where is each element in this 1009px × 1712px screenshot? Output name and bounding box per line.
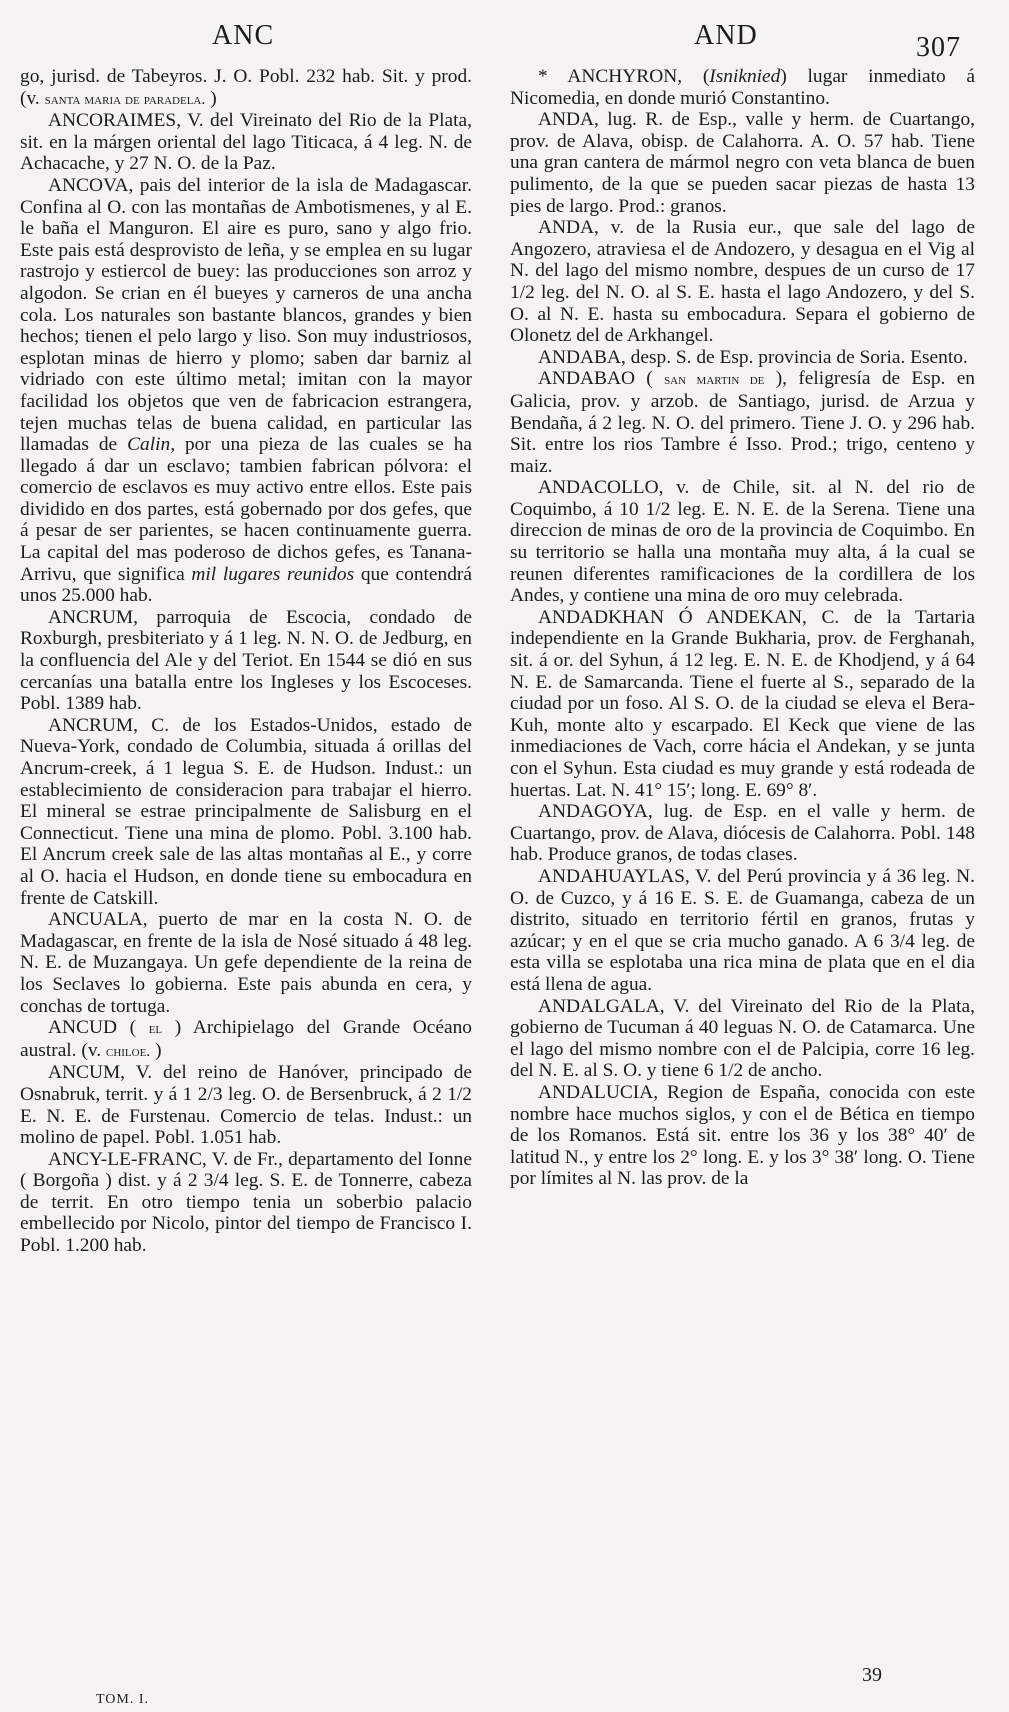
entry-anchyron: * ANCHYRON, (Isniknied) lugar inmediato á Nicomedia, en donde murió Constantino. [510,66,975,109]
entry-ancud: ANCUD ( el ) Archipielago del Grande Océano austral. (v. chiloe. ) [20,1017,472,1061]
page-number: 307 [916,32,961,63]
entry-ancum: ANCUM, V. del reino de Hanóver, principado de Osnabruk, territ. y á 1 2/3 leg. O. de Bersenbruck, á 2 1/2 E. N. E. de Furstenau. Comercio de telas. Indust.: un molino de papel. Pobl. 1.051 hab. [20,1062,472,1149]
entry-andadkhan: ANDADKHAN Ó ANDEKAN, C. de la Tartaria independiente en la Grande Bukharia, prov. de Ferghanah, sit. á or. del Syhun, á 12 leg. E. N. E. de Khodjend, y á 64 N. E. de Samarcanda. Tiene el fuerte al S., separado de la ciudad por un foso. Al S. O. de la ciudad se eleva el Bera-Kuh, monte alto y escarpado. El Keck que viene de las inmediaciones de Vach, corre hácia el Andekan, y se junta con el Syhun. Esta ciudad es muy grande y está rodeada de huertas. Lat. N. 41° 15′; long. E. 69° 8′. [510,606,975,801]
entry-ancrum-usa: ANCRUM, C. de los Estados-Unidos, estado de Nueva-York, condado de Columbia, situada á orillas del Ancrum-creek, á 1 legua S. E. de Hudson. Indust.: un establecimiento de consideracion para trabajar el hierro. El mineral se estrae principalmente de Salisburg en el Connecticut. Tiene una mina de plomo. Pobl. 3.100 hab. El Ancrum creek sale de las altas montañas al E., y corre al O. hacia el Hudson, en donde tiene su embocadura en frente de Catskill. [20,714,472,909]
entry-ancrum-scotland: ANCRUM, parroquia de Escocia, condado de Roxburgh, presbiteriato y á 1 leg. N. N. O. de Jedburg, en la confluencia del Ale y del Teriot. En 1544 se dió en sus cercanías una batalla entre los Ingleses y los Escoceses. Pobl. 1389 hab. [20,606,472,715]
entry-ancy-le-franc: ANCY-LE-FRANC, V. de Fr., departamento del Ionne ( Borgoña ) dist. y á 2 3/4 leg. S. E. de Tonnerre, cabeza de territ. En otro tiempo tenia un soberbio palacio embellecido por Nicolo, pintor del tiempo de Francisco I. Pobl. 1.200 hab. [20,1148,472,1257]
entry-andacollo: ANDACOLLO, v. de Chile, sit. al N. del rio de Coquimbo, á 10 1/2 leg. E. N. E. de la Serena. Tiene una direccion de minas de oro de la provincia de Coquimbo. En su territorio se halla una montaña muy alta, á la cual se reunen diferentes ramificaciones de la cordillera de los Andes, y contiene una mina de oro muy celebrada. [510,477,975,607]
right-column [510,66,975,1190]
entry-andalgala: ANDALGALA, V. del Vireinato del Rio de la Plata, gobierno de Tucuman á 40 leguas N. O. de Catamarca. Une el lago del mismo nombre con el de Palcipia, corre 16 leg. del N. E. al S. O. y tiene 6 1/2 de ancho. [510,995,975,1082]
entry-andabao: ANDABAO ( san martin de ), feligresía de Esp. en Galicia, prov. y arzob. de Santiago, jurisd. de Arzua y Bendaña, á 2 leg. N. O. del primero. Tiene J. O. y 296 hab. Sit. entre los rios Tambre é Isso. Prod.; trigo, centeno y maiz. [510,368,975,477]
entry-ancoraimes: ANCORAIMES, V. del Vireinato del Rio de la Plata, sit. en la márgen oriental del lago Titicaca, á 4 leg. N. de Achacache, y 27 N. O. de la Paz. [20,110,472,175]
entry-ancova: ANCOVA, pais del interior de la isla de Madagascar. Confina al O. con las montañas de Ambotismenes, y al E. le baña el Manguron. El aire es puro, sano y algo frio. Este pais está desprovisto de leña, y se emplea en su lugar rastrojo y estiercol de buey: las producciones son arroz y algodon. Se crian en él bueyes y carneros de una ancha cola. Los naturales son bastante blancos, grandes y bien hechos; tienen el pelo largo y liso. Son muy industriosos, esplotan minas de hierro y plomo; saben dar barniz al vidriado con este último metal; imitan con la mayor facilidad los objetos que ven de fabricacion estrangera, tejen muchas telas de buena calidad, en particular las llamadas de Calin, por una pieza de las cuales se ha llegado á dar un esclavo; tambien fabrican pólvora: el comercio de esclavos es muy activo entre ellos. Este pais dividido en dos partes, está gobernado por dos gefes, que á pesar de ser parientes, se hacen continuamente guerra. La capital del mas poderoso de dichos gefes, es Tanana-Arrivu, que significa mil lugares reunidos que contendrá unos 25.000 hab. [20,174,472,607]
running-head-right: AND [694,20,758,51]
entry-anda-russia: ANDA, v. de la Rusia eur., que sale del lago de Angozero, atraviesa el de Andozero, y desagua en el Vig al N. del lago del mismo nombre, despues de un curso de 17 1/2 leg. del N. O. al S. E. hasta el lago Andozero, y del S. O. al N. E. hasta su embocadura. Separa el gobierno de Olonetz del de Arkhangel. [510,217,975,347]
entry-continuation: go, jurisd. de Tabeyros. J. O. Pobl. 232 hab. Sit. y prod. (v. santa maria de paradela. ) [20,66,472,109]
entry-anda-spain: ANDA, lug. R. de Esp., valle y herm. de Cuartango, prov. de Alava, obisp. de Calahorra. A. O. 57 hab. Tiene una gran cantera de mármol negro con veta blanca de buen pulimento, de la que se pueden sacar piezas de hasta 13 pies de largo. Prod.: granos. [510,109,975,217]
left-column [20,66,472,1257]
running-head-left: ANC [212,20,275,51]
signature-mark: 39 [862,1664,882,1686]
entry-andalucia: ANDALUCIA, Region de España, conocida con este nombre hace muchos siglos, y con el de Bética en tiempo de los Romanos. Está sit. entre los 36 y los 38° 40′ de latitud N., y entre los 2° long. E. y los 3° 38′ long. O. Tiene por límites al N. las prov. de la [510,1081,975,1190]
entry-andagoya: ANDAGOYA, lug. de Esp. en el valle y herm. de Cuartango, prov. de Alava, diócesis de Calahorra. Pobl. 148 hab. Produce granos, de todas clases. [510,801,975,866]
entry-andahuaylas: ANDAHUAYLAS, V. del Perú provincia y á 36 leg. N. O. de Cuzco, y á 16 E. S. E. de Guamanga, cabeza de un distrito, situado en territorio fértil en granos, frutas y azúcar; y en el que se cria mucho ganado. A 6 3/4 leg. de esta villa se esplotaba una rica mina de plata que en el dia está llena de agua. [510,865,975,995]
volume-mark: TOM. I. [96,1692,150,1707]
entry-andaba: ANDABA, desp. S. de Esp. provincia de Soria. Esento. [538,346,968,368]
entry-ancuala: ANCUALA, puerto de mar en la costa N. O. de Madagascar, en frente de la isla de Nosé situado á 48 leg. N. E. de Muzangaya. Un gefe dependiente de la reina de los Seclaves lo gobierna. Este pais abunda en cera, y conchas de tortuga. [20,909,472,1017]
